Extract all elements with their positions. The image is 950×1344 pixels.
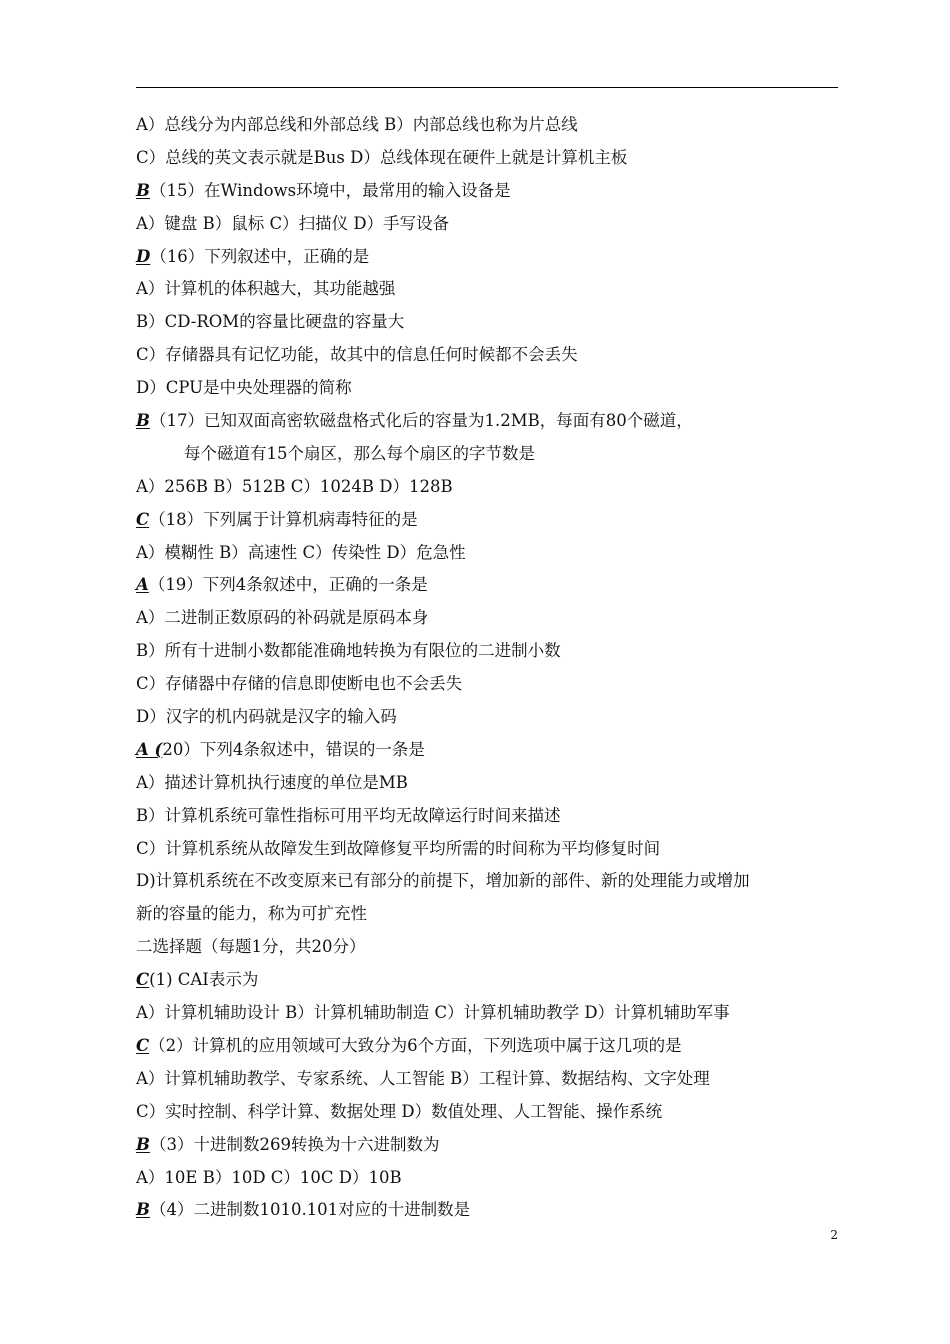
line-text: （19）下列4条叙述中，正确的一条是: [148, 575, 428, 595]
text-line: [136, 602, 841, 635]
answer-mark: C: [136, 509, 150, 529]
question-line: [136, 1030, 841, 1063]
line-text: 每个磁道有15个扇区，那么每个扇区的字节数是: [184, 443, 535, 463]
text-line: [136, 931, 841, 964]
text-line: [136, 109, 841, 142]
text-line: [136, 142, 841, 175]
line-text: （17）已知双面高密软磁盘格式化后的容量为1.2MB，每面有80个磁道，: [149, 411, 693, 431]
line-text: B）CD-ROM的容量比硬盘的容量大: [136, 312, 405, 332]
line-text: D)计算机系统在不改变原来已有部分的前提下，增加新的部件、新的处理能力或增加: [136, 871, 750, 891]
question-line: [136, 1129, 841, 1162]
line-text: A）总线分为内部总线和外部总线 B）内部总线也称为片总线: [136, 115, 578, 134]
line-text: A）二进制正数原码的补码就是原码本身: [136, 608, 429, 628]
line-text: （3）十进制数269转换为十六进制数为: [149, 1134, 440, 1154]
text-line: [136, 339, 841, 372]
text-line: [136, 898, 841, 931]
text-line: [136, 668, 841, 701]
answer-mark: D: [136, 246, 151, 266]
answer-mark: B: [136, 411, 150, 431]
text-line: [136, 372, 841, 405]
answer-mark: C: [136, 970, 150, 990]
text-line: [136, 306, 841, 339]
line-text: (1) CAI表示为: [149, 970, 259, 990]
question-line: [136, 241, 841, 274]
text-line: [136, 208, 841, 241]
question-line: [136, 964, 841, 997]
line-text: （18）下列属于计算机病毒特征的是: [149, 509, 418, 529]
answer-mark: A (: [136, 739, 163, 759]
question-line: [136, 1194, 841, 1227]
header-rule: [136, 87, 838, 88]
line-text: A）键盘 B）鼠标 C）扫描仪 D）手写设备: [136, 213, 450, 233]
document-body: [136, 109, 841, 1227]
text-line: [136, 1063, 841, 1096]
line-text: 新的容量的能力，称为可扩充性: [136, 904, 367, 924]
text-line: [136, 1162, 841, 1195]
text-line: [136, 767, 841, 800]
text-line: [136, 800, 841, 833]
line-text: C）计算机系统从故障发生到故障修复平均所需的时间称为平均修复时间: [136, 838, 661, 858]
answer-mark: B: [136, 1134, 150, 1154]
answer-mark: A: [136, 575, 149, 595]
line-text: D）CPU是中央处理器的简称: [136, 378, 352, 398]
line-text: 20）下列4条叙述中，错误的一条是: [162, 739, 425, 759]
text-line: [136, 273, 841, 306]
text-line: [136, 438, 841, 471]
line-text: C）总线的英文表示就是Bus D）总线体现在硬件上就是计算机主板: [136, 147, 628, 167]
line-text: A）10E B）10D C）10C D）10B: [136, 1167, 402, 1187]
page-number: 2: [830, 1228, 838, 1242]
line-text: A）描述计算机执行速度的单位是MB: [136, 772, 408, 792]
line-text: A）计算机辅助设计 B）计算机辅助制造 C）计算机辅助教学 D）计算机辅助军事: [136, 1003, 730, 1023]
text-line: [136, 537, 841, 570]
text-line: [136, 635, 841, 668]
line-text: （15）在Windows环境中，最常用的输入设备是: [149, 180, 511, 200]
question-line: [136, 405, 841, 438]
line-text: 二选择题（每题1分，共20分）: [136, 937, 366, 957]
text-line: [136, 471, 841, 504]
line-text: C）存储器中存储的信息即使断电也不会丢失: [136, 674, 463, 694]
line-text: C）实时控制、科学计算、数据处理 D）数值处理、人工智能、操作系统: [136, 1101, 663, 1121]
line-text: A）模糊性 B）高速性 C）传染性 D）危急性: [136, 542, 466, 562]
line-text: A）256B B）512B C）1024B D）128B: [136, 476, 453, 496]
line-text: （2）计算机的应用领域可大致分为6个方面，下列选项中属于这几项的是: [149, 1035, 682, 1055]
text-line: [136, 701, 841, 734]
line-text: B）计算机系统可靠性指标可用平均无故障运行时间来描述: [136, 805, 561, 825]
question-line: [136, 175, 841, 208]
line-text: D）汉字的机内码就是汉字的输入码: [136, 707, 397, 727]
answer-mark: C: [136, 1035, 150, 1055]
line-text: （16）下列叙述中，正确的是: [150, 246, 370, 266]
line-text: A）计算机辅助教学、专家系统、人工智能 B）工程计算、数据结构、文字处理: [136, 1068, 710, 1088]
line-text: C）存储器具有记忆功能，故其中的信息任何时候都不会丢失: [136, 345, 578, 365]
question-line: [136, 569, 841, 602]
line-text: （4）二进制数1010.101对应的十进制数是: [149, 1200, 471, 1220]
answer-mark: B: [136, 180, 150, 200]
line-text: B）所有十进制小数都能准确地转换为有限位的二进制小数: [136, 641, 561, 661]
answer-mark: B: [136, 1200, 150, 1220]
text-line: [136, 833, 841, 866]
line-text: A）计算机的体积越大，其功能越强: [136, 279, 396, 299]
text-line: [136, 865, 841, 898]
question-line: [136, 734, 841, 767]
text-line: [136, 997, 841, 1030]
question-line: [136, 504, 841, 537]
text-line: [136, 1096, 841, 1129]
